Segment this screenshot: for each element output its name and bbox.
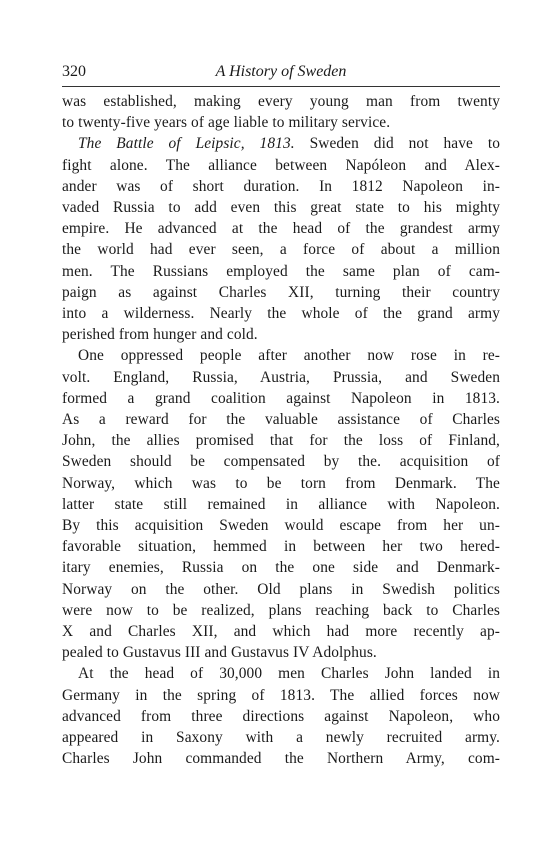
- text-line: favorable situation, hemmed in between her two hered-: [62, 538, 500, 556]
- paragraph-3: [62, 345, 500, 663]
- paragraph-2: [62, 133, 500, 345]
- text-line: appeared in Saxony with a newly recruited army.: [62, 729, 500, 747]
- text-line: itary enemies, Russia on the one side and Denmark-: [62, 559, 500, 577]
- text-run: Sweden did not have to: [294, 135, 500, 153]
- text-line: John, the allies promised that for the loss of Finland,: [62, 432, 500, 450]
- text-line: ander was of short duration. In 1812 Napoleon in-: [62, 177, 500, 195]
- text-line: Sweden should be compensated by the. acquisition of: [62, 453, 500, 471]
- text-line: were now to be realized, plans reaching back to Charles: [62, 601, 500, 619]
- text-line: empire. He advanced at the head of the grandest army: [62, 220, 500, 238]
- text-line: latter state still remained in alliance with Napoleon.: [62, 495, 500, 513]
- text-line: was established, making every young man from twenty: [62, 93, 500, 110]
- paragraph-4: [62, 663, 500, 769]
- text-line: formed a grand coalition against Napoleon in 1813.: [62, 389, 500, 407]
- text-line: into a wilderness. Nearly the whole of the grand army: [62, 305, 500, 323]
- running-head: [62, 62, 500, 82]
- text-line: X and Charles XII, and which had more recently ap-: [62, 623, 500, 641]
- text-line: One oppressed people after another now rose in re-: [78, 347, 500, 365]
- text-line: advanced from three directions against Napoleon, who: [62, 707, 500, 725]
- text-line: vaded Russia to add even this great state to his mighty: [62, 199, 500, 217]
- body-text: [62, 91, 500, 770]
- page-number: 320: [62, 63, 86, 80]
- text-line: By this acquisition Sweden would escape from her un-: [62, 517, 500, 535]
- header-rule: [62, 86, 500, 87]
- text-line: As a reward for the valuable assistance of Charles: [62, 411, 500, 429]
- text-line: Germany in the spring of 1813. The allied forces now: [62, 686, 500, 704]
- text-line: the world had ever seen, a force of about a million: [62, 241, 500, 259]
- text-line: fight alone. The alliance between Napóleon and Alex-: [62, 156, 500, 174]
- running-title: A History of Sweden: [215, 63, 347, 80]
- text-line: At the head of 30,000 men Charles John landed in: [78, 665, 500, 683]
- text-line: pealed to Gustavus III and Gustavus IV Adolphus.: [62, 644, 377, 662]
- text-line: Norway on the other. Old plans in Swedish politics: [62, 580, 500, 598]
- text-line: men. The Russians employed the same plan of cam-: [62, 262, 500, 280]
- text-line: volt. England, Russia, Austria, Prussia, and Sweden: [62, 368, 500, 386]
- text-line: Norway, which was to be torn from Denmark. The: [62, 474, 500, 492]
- section-heading: The Battle of Leipsic, 1813.: [78, 135, 295, 153]
- text-line: paign as against Charles XII, turning their country: [62, 283, 500, 301]
- text-line: perished from hunger and cold.: [62, 326, 258, 344]
- text-line-first: [62, 133, 500, 154]
- text-line: to twenty-five years of age liable to military service.: [62, 114, 391, 132]
- text-line: Charles John commanded the Northern Army, com-: [62, 750, 500, 768]
- paragraph-1: [62, 91, 500, 133]
